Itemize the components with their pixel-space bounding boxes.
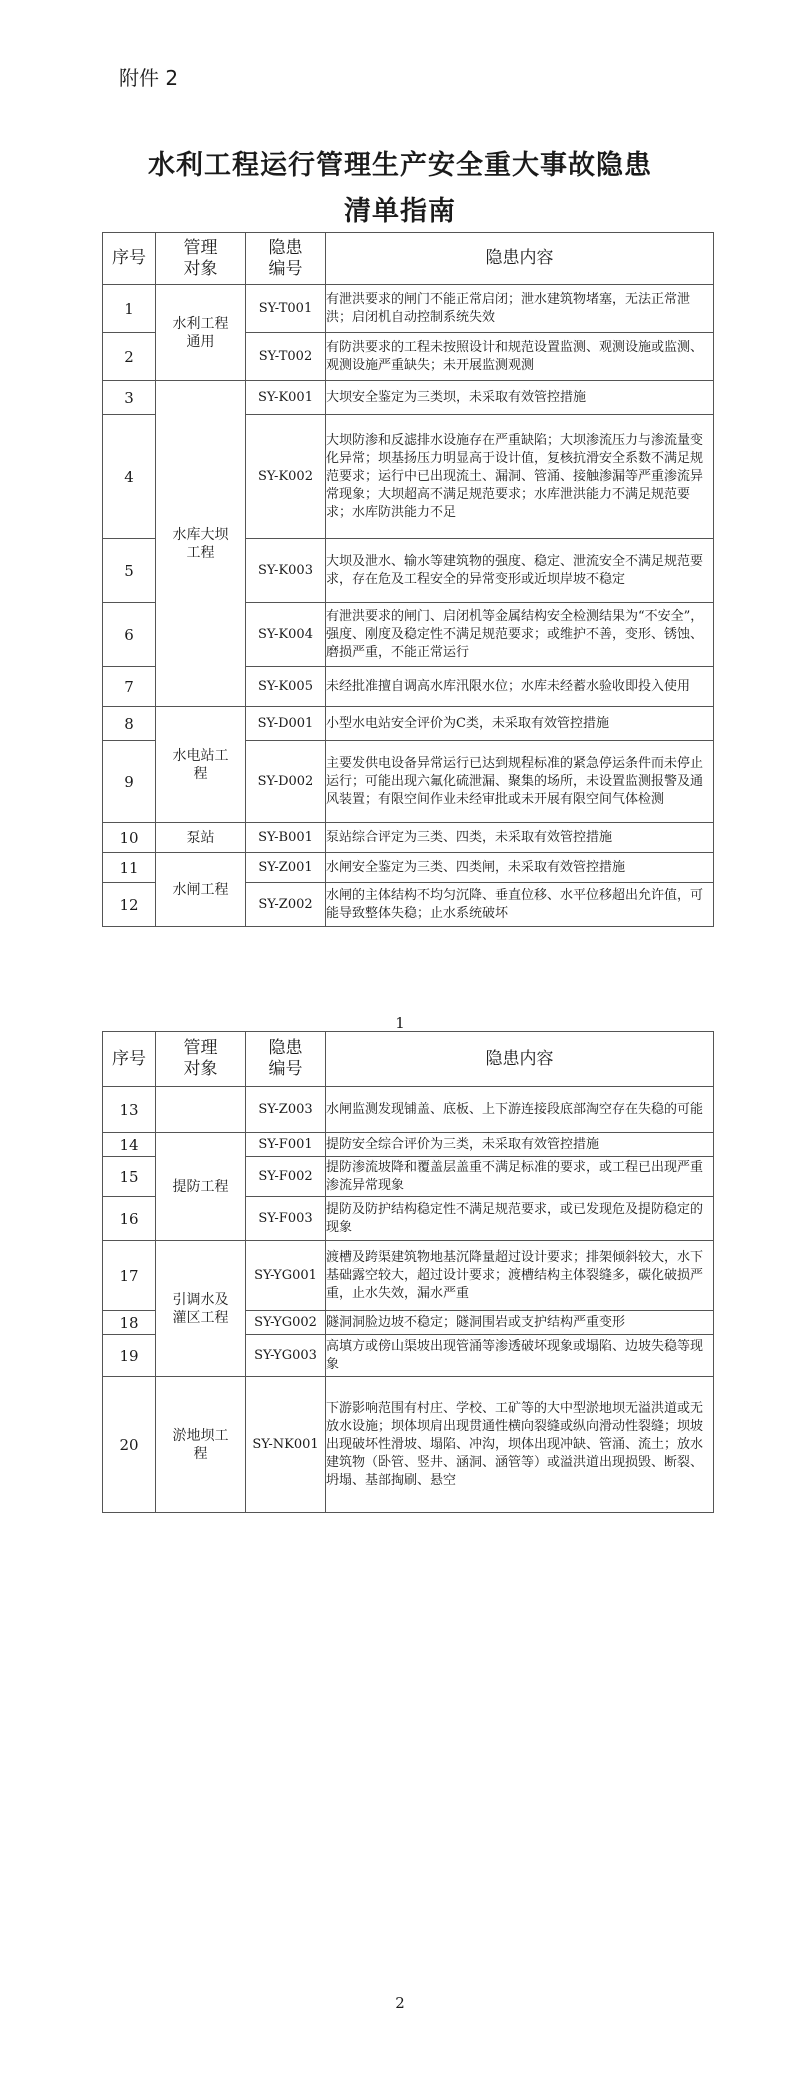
document-title-line2: 清单指南 xyxy=(344,196,456,227)
row-number: 14 xyxy=(103,1133,156,1157)
row-number: 6 xyxy=(103,603,156,667)
table-row xyxy=(103,853,714,883)
hazard-code: SY-Z002 xyxy=(246,883,326,927)
management-object-text: 水闸工程 xyxy=(172,881,229,898)
hazard-code: SY-K002 xyxy=(246,415,326,539)
management-object-text: 淤地坝工程 xyxy=(172,1427,229,1462)
header-no: 序号 xyxy=(103,1032,156,1087)
table-row xyxy=(103,823,714,853)
hazard-content: 渡槽及跨渠建筑物地基沉降量超过设计要求；排架倾斜较大，水下基础露空较大，超过设计要求；渡槽结构主体裂缝多，碳化破损严重，止水失效，漏水严重 xyxy=(326,1241,714,1311)
table-row xyxy=(103,1241,714,1311)
header-content: 隐患内容 xyxy=(326,233,714,285)
management-object-text: 水电站工程 xyxy=(172,747,229,782)
hazard-code: SY-K004 xyxy=(246,603,326,667)
hazard-content: 水闸的主体结构不均匀沉降、垂直位移、水平位移超出允许值，可能导致整体失稳；止水系统破坏 xyxy=(326,883,714,927)
header-code-text: 隐患编号 xyxy=(268,1038,303,1079)
hazard-code: SY-K001 xyxy=(246,381,326,415)
management-object xyxy=(156,1377,246,1513)
hazard-code: SY-NK001 xyxy=(246,1377,326,1513)
row-number: 13 xyxy=(103,1087,156,1133)
hazard-code: SY-YG002 xyxy=(246,1311,326,1335)
hazard-code: SY-YG001 xyxy=(246,1241,326,1311)
table-row xyxy=(103,1377,714,1513)
management-object-text: 水库大坝工程 xyxy=(172,526,229,561)
row-number: 4 xyxy=(103,415,156,539)
management-object xyxy=(156,1133,246,1241)
row-number: 2 xyxy=(103,333,156,381)
header-object-text: 管理对象 xyxy=(183,1038,218,1079)
row-number: 8 xyxy=(103,707,156,741)
row-number: 10 xyxy=(103,823,156,853)
table-header-row xyxy=(103,1032,714,1087)
hazard-content: 水闸安全鉴定为三类、四类闸，未采取有效管控措施 xyxy=(326,853,714,883)
management-object-text: 引调水及灌区工程 xyxy=(172,1291,229,1326)
hazard-content: 下游影响范围有村庄、学校、工矿等的大中型淤地坝无溢洪道或无放水设施；坝体坝肩出现贯通性横向裂缝或纵向滑动性裂缝；坝坡出现破坏性滑坡、塌陷、冲沟，坝体出现冲缺、管涌、流土；放水建筑物（卧管、竖井、涵洞、涵管等）或溢洪道出现损毁、断裂、坍塌、基部掏刷、悬空 xyxy=(326,1377,714,1513)
hazard-code: SY-F002 xyxy=(246,1157,326,1197)
hazard-content: 小型水电站安全评价为C类，未采取有效管控措施 xyxy=(326,707,714,741)
hazard-content: 有泄洪要求的闸门、启闭机等金属结构安全检测结果为“不安全”，强度、刚度及稳定性不满足规范要求；或维护不善，变形、锈蚀、磨损严重，不能正常运行 xyxy=(326,603,714,667)
header-object xyxy=(156,233,246,285)
hazard-code: SY-D001 xyxy=(246,707,326,741)
management-object xyxy=(156,707,246,823)
header-content: 隐患内容 xyxy=(326,1032,714,1087)
row-number: 12 xyxy=(103,883,156,927)
row-number: 3 xyxy=(103,381,156,415)
page-number-1: 1 xyxy=(395,1014,405,1032)
row-number: 15 xyxy=(103,1157,156,1197)
table-row xyxy=(103,707,714,741)
hazard-code: SY-T001 xyxy=(246,285,326,333)
row-number: 7 xyxy=(103,667,156,707)
management-object xyxy=(156,1241,246,1377)
table-row xyxy=(103,381,714,415)
page-number-2: 2 xyxy=(395,1994,405,2012)
attachment-label: 附件 2 xyxy=(119,66,179,90)
row-number: 5 xyxy=(103,539,156,603)
hazard-content: 水闸监测发现铺盖、底板、上下游连接段底部淘空存在失稳的可能 xyxy=(326,1087,714,1133)
row-number: 20 xyxy=(103,1377,156,1513)
header-no: 序号 xyxy=(103,233,156,285)
header-code xyxy=(246,1032,326,1087)
hazard-code: SY-YG003 xyxy=(246,1335,326,1377)
management-object xyxy=(156,853,246,927)
management-object xyxy=(156,285,246,381)
hazard-code: SY-B001 xyxy=(246,823,326,853)
hazard-code: SY-K003 xyxy=(246,539,326,603)
table-row xyxy=(103,285,714,333)
row-number: 19 xyxy=(103,1335,156,1377)
hazard-code: SY-T002 xyxy=(246,333,326,381)
header-object xyxy=(156,1032,246,1087)
hazard-code: SY-F003 xyxy=(246,1197,326,1241)
row-number: 9 xyxy=(103,741,156,823)
row-number: 1 xyxy=(103,285,156,333)
header-code xyxy=(246,233,326,285)
row-number: 18 xyxy=(103,1311,156,1335)
hazard-content: 提防安全综合评价为三类，未采取有效管控措施 xyxy=(326,1133,714,1157)
header-code-text: 隐患编号 xyxy=(268,237,303,279)
hazard-content: 提防及防护结构稳定性不满足规范要求，或已发现危及提防稳定的现象 xyxy=(326,1197,714,1241)
hazard-table-page-2 xyxy=(102,1031,714,1513)
hazard-code: SY-F001 xyxy=(246,1133,326,1157)
hazard-content: 大坝防渗和反滤排水设施存在严重缺陷；大坝渗流压力与渗流量变化异常；坝基扬压力明显高于设计值，复核抗滑安全系数不满足规范要求；运行中已出现流土、漏洞、管涌、接触渗漏等严重渗流异常现象；大坝超高不满足规范要求；水库泄洪能力不满足规范要求；水库防洪能力不足 xyxy=(326,415,714,539)
hazard-code: SY-K005 xyxy=(246,667,326,707)
hazard-table-page-1 xyxy=(102,232,714,927)
hazard-content: 大坝安全鉴定为三类坝，未采取有效管控措施 xyxy=(326,381,714,415)
table-row xyxy=(103,1133,714,1157)
hazard-code: SY-Z001 xyxy=(246,853,326,883)
management-object xyxy=(156,1087,246,1133)
document-title: 水利工程运行管理生产安全重大事故隐患 xyxy=(148,150,652,181)
management-object-text: 水利工程通用 xyxy=(172,315,229,350)
table-row xyxy=(103,1087,714,1133)
row-number: 16 xyxy=(103,1197,156,1241)
hazard-code: SY-Z003 xyxy=(246,1087,326,1133)
management-object-text: 泵站 xyxy=(186,829,215,846)
hazard-content: 高填方或傍山渠坡出现管涌等渗透破坏现象或塌陷、边坡失稳等现象 xyxy=(326,1335,714,1377)
hazard-code: SY-D002 xyxy=(246,741,326,823)
hazard-content: 未经批准擅自调高水库汛限水位；水库未经蓄水验收即投入使用 xyxy=(326,667,714,707)
table-header-row xyxy=(103,233,714,285)
hazard-content: 主要发供电设备异常运行已达到规程标准的紧急停运条件而未停止运行；可能出现六氟化硫泄漏、聚集的场所，未设置监测报警及通风装置；有限空间作业未经审批或未开展有限空间气体检测 xyxy=(326,741,714,823)
hazard-content: 有泄洪要求的闸门不能正常启闭；泄水建筑物堵塞，无法正常泄洪；启闭机自动控制系统失效 xyxy=(326,285,714,333)
hazard-content: 隧洞洞脸边坡不稳定；隧洞围岩或支护结构严重变形 xyxy=(326,1311,714,1335)
row-number: 17 xyxy=(103,1241,156,1311)
row-number: 11 xyxy=(103,853,156,883)
header-object-text: 管理对象 xyxy=(183,237,218,279)
hazard-content: 大坝及泄水、输水等建筑物的强度、稳定、泄流安全不满足规范要求，存在危及工程安全的异常变形或近坝岸坡不稳定 xyxy=(326,539,714,603)
hazard-content: 有防洪要求的工程未按照设计和规范设置监测、观测设施或监测、观测设施严重缺失；未开展监测观测 xyxy=(326,333,714,381)
management-object xyxy=(156,381,246,707)
hazard-content: 泵站综合评定为三类、四类，未采取有效管控措施 xyxy=(326,823,714,853)
management-object xyxy=(156,823,246,853)
management-object-text: 提防工程 xyxy=(172,1178,229,1195)
hazard-content: 提防渗流坡降和覆盖层盖重不满足标准的要求，或工程已出现严重渗流异常现象 xyxy=(326,1157,714,1197)
